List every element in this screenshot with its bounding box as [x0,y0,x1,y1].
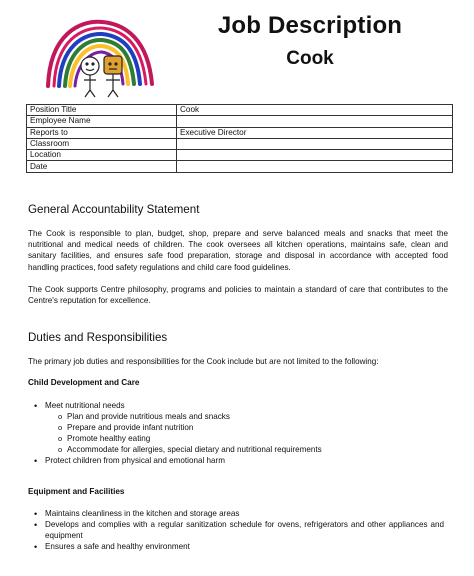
list-item: • Maintains cleanliness in the kitchen and storage areas [28,509,448,520]
equipment-list [28,509,448,553]
row-value: Executive Director [177,127,453,138]
row-label: Location [27,150,177,161]
table-row [27,161,453,172]
row-label: Employee Name [27,116,177,127]
list-item: • Ensures a safe and healthy environment [28,542,448,553]
document-title: Job Description [217,12,403,39]
table-row [27,150,453,161]
row-value [177,150,453,161]
list-subitem: o Accommodate for allergies, special dietary and nutritional requirements [28,445,448,456]
list-item: • Meet nutritional needs [28,401,448,412]
duties-heading: Duties and Responsibilities [28,331,168,344]
child-development-list [28,401,448,466]
list-item: • Protect children from physical and emotional harm [28,456,448,467]
table-row [27,127,453,138]
row-label: Date [27,161,177,172]
list-subitem: o Promote healthy eating [28,434,448,445]
duties-intro: The primary job duties and responsibilities for the Cook include but are not limited to the following: [28,357,379,366]
accountability-heading: General Accountability Statement [28,203,200,216]
table-row [27,138,453,149]
list-subitem: o Plan and provide nutritious meals and snacks [28,412,448,423]
document-subtitle: Cook [286,48,334,69]
rainbow-drawing-logo [40,14,158,98]
row-label: Position Title [27,105,177,116]
list-item: • Develops and complies with a regular sanitization schedule for ovens, refrigerators and other appliances and equipment [28,520,448,542]
table-row [27,116,453,127]
row-value [177,138,453,149]
list-subitem: o Prepare and provide infant nutrition [28,423,448,434]
child-development-heading: Child Development and Care [28,378,140,387]
table-row [27,105,453,116]
row-value [177,116,453,127]
accountability-paragraph-1: The Cook is responsible to plan, budget, shop, prepare and serve balanced meals and snacks that meet the nutritional and medical needs of children. The cook oversees all kitchen operations, maintains safe, clean and sanitary facilities, and ensures safe food preparation, storage and disposal in accordance with accepted food handling practices, food safety regulations and child care food guidelines. [28,229,448,272]
accountability-paragraph-2: The Cook supports Centre philosophy, programs and policies to maintain a standard of care that contributes to the Centre's reputation for excellence. [28,285,448,306]
row-label: Classroom [27,138,177,149]
row-value [177,161,453,172]
row-label: Reports to [27,127,177,138]
row-value: Cook [177,105,453,116]
position-info-table [26,104,453,173]
equipment-heading: Equipment and Facilities [28,487,125,496]
